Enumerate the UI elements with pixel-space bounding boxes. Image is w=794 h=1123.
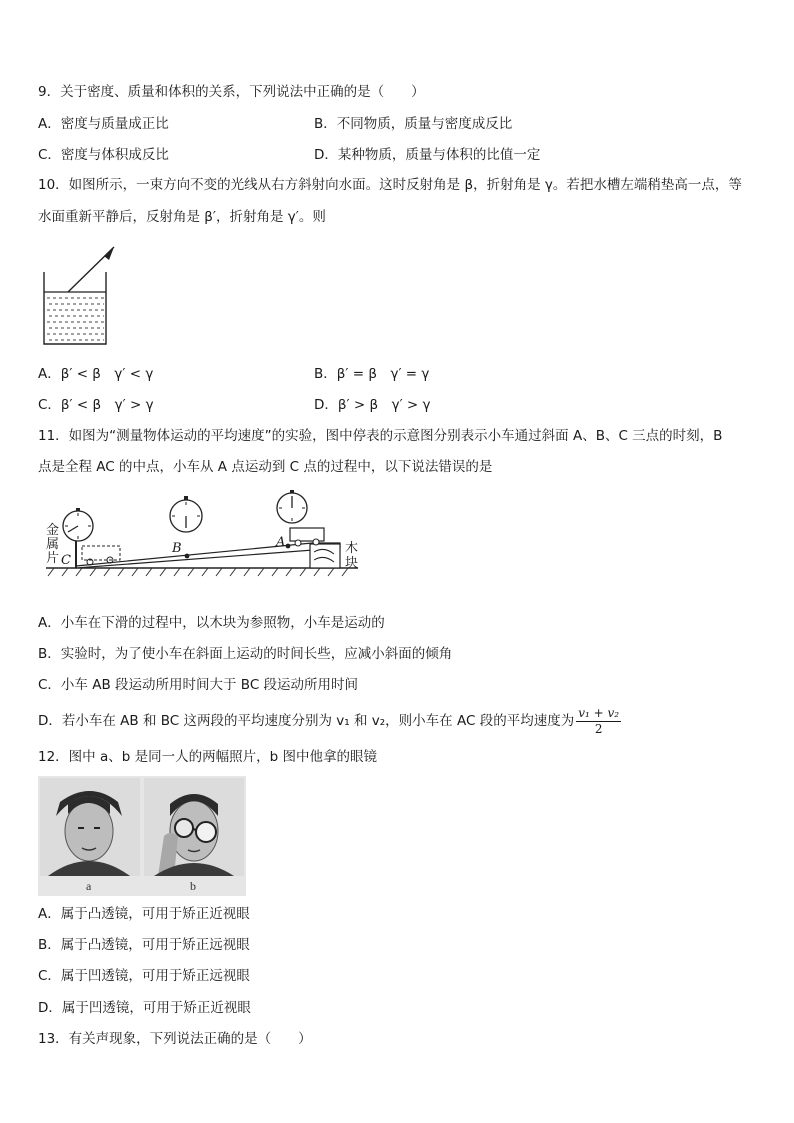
q11-option-c: C．小车 AB 段运动所用时间大于 BC 段运动所用时间 [38,677,359,693]
q12-option-c: C．属于凹透镜，可用于矫正远视眼 [38,968,250,984]
q9-option-c: C．密度与体积成反比 [38,147,169,163]
q10-option-d: D．β′ > β γ′ > γ [314,397,431,413]
photo-a-label: a [86,879,92,893]
tank-outline [44,272,106,344]
label-wood-1: 木 [345,541,359,556]
stopwatch-a-icon [277,490,307,523]
q11-option-d-text: D．若小车在 AB 和 BC 这两段的平均速度分别为 v₁ 和 v₂，则小车在 AC 段的平均速度为 [38,713,575,729]
label-metal-3: 片 [46,551,60,566]
incline-plank [76,543,340,568]
point-b-dot [185,554,190,559]
label-metal-1: 金 [46,523,60,538]
arrow-head-icon [104,247,114,260]
water-hatching [47,298,104,340]
q9-stem: 9．关于密度、质量和体积的关系，下列说法中正确的是（ ） [38,84,425,100]
q10-option-b: B．β′ = β γ′ = γ [314,366,430,382]
q11-option-a: A．小车在下滑的过程中，以木块为参照物，小车是运动的 [38,615,385,631]
fraction-numerator: v₁ + v₂ [578,705,620,720]
photo-b-portrait [144,778,244,876]
q10-option-c: C．β′ < β γ′ > γ [38,397,154,413]
q11-stem-line1: 11．如图为“测量物体运动的平均速度”的实验，图中停表的示意图分别表示小车通过斜面 A、B、C 三点的时刻，B [38,428,723,444]
stopwatch-c-icon [63,508,93,541]
q11-option-d [38,704,621,738]
q13-stem: 13．有关声现象，下列说法正确的是（ ） [38,1031,312,1047]
q10-stem-line2: 水面重新平静后，反射角是 β′，折射角是 γ′。则 [38,209,326,225]
q11-stem-line2: 点是全程 AC 的中点，小车从 A 点运动到 C 点的过程中，以下说法错误的是 [38,459,493,475]
photo-a-portrait [40,778,140,876]
label-wood-2: 块 [345,556,359,571]
q11-option-b: B．实验时，为了使小车在斜面上运动的时间长些，应减小斜面的倾角 [38,646,453,662]
q12-option-a: A．属于凸透镜，可用于矫正近视眼 [38,906,250,922]
cart-a-wheel [313,539,319,545]
point-a-dot [286,544,291,549]
fraction-denominator: 2 [594,721,603,736]
incline-experiment-figure [40,488,370,580]
q10-option-a: A．β′ < β γ′ < γ [38,366,154,382]
water-tank-figure [36,240,116,352]
glasses-photos-figure [38,776,246,896]
label-point-c: C [61,553,71,568]
wooden-block [310,544,340,568]
q12-stem: 12．图中 a、b 是同一人的两幅照片，b 图中他拿的眼镜 [38,749,377,765]
q9-option-b: B．不同物质，质量与密度成反比 [314,116,513,132]
cart-at-c [82,546,120,560]
cart-at-a [290,528,324,541]
photo-b-label: b [190,879,196,893]
q12-option-d: D．属于凹透镜，可用于矫正近视眼 [38,1000,251,1016]
label-point-a: A [276,535,286,550]
q9-option-a: A．密度与质量成正比 [38,116,169,132]
cart-a-wheel [295,540,301,546]
stopwatch-b-icon [170,496,202,532]
q9-option-d: D．某种物质，质量与体积的比值一定 [314,147,541,163]
ground-hatching [48,568,348,576]
q10-stem-line1: 10．如图所示，一束方向不变的光线从右方斜射向水面。这时反射角是 β，折射角是 γ。若把水槽左端稍垫高一点，等 [38,177,742,193]
label-metal-2: 属 [46,537,60,552]
q12-option-b: B．属于凸透镜，可用于矫正远视眼 [38,937,250,953]
label-point-b: B [172,541,182,556]
average-speed-fraction [576,706,621,737]
